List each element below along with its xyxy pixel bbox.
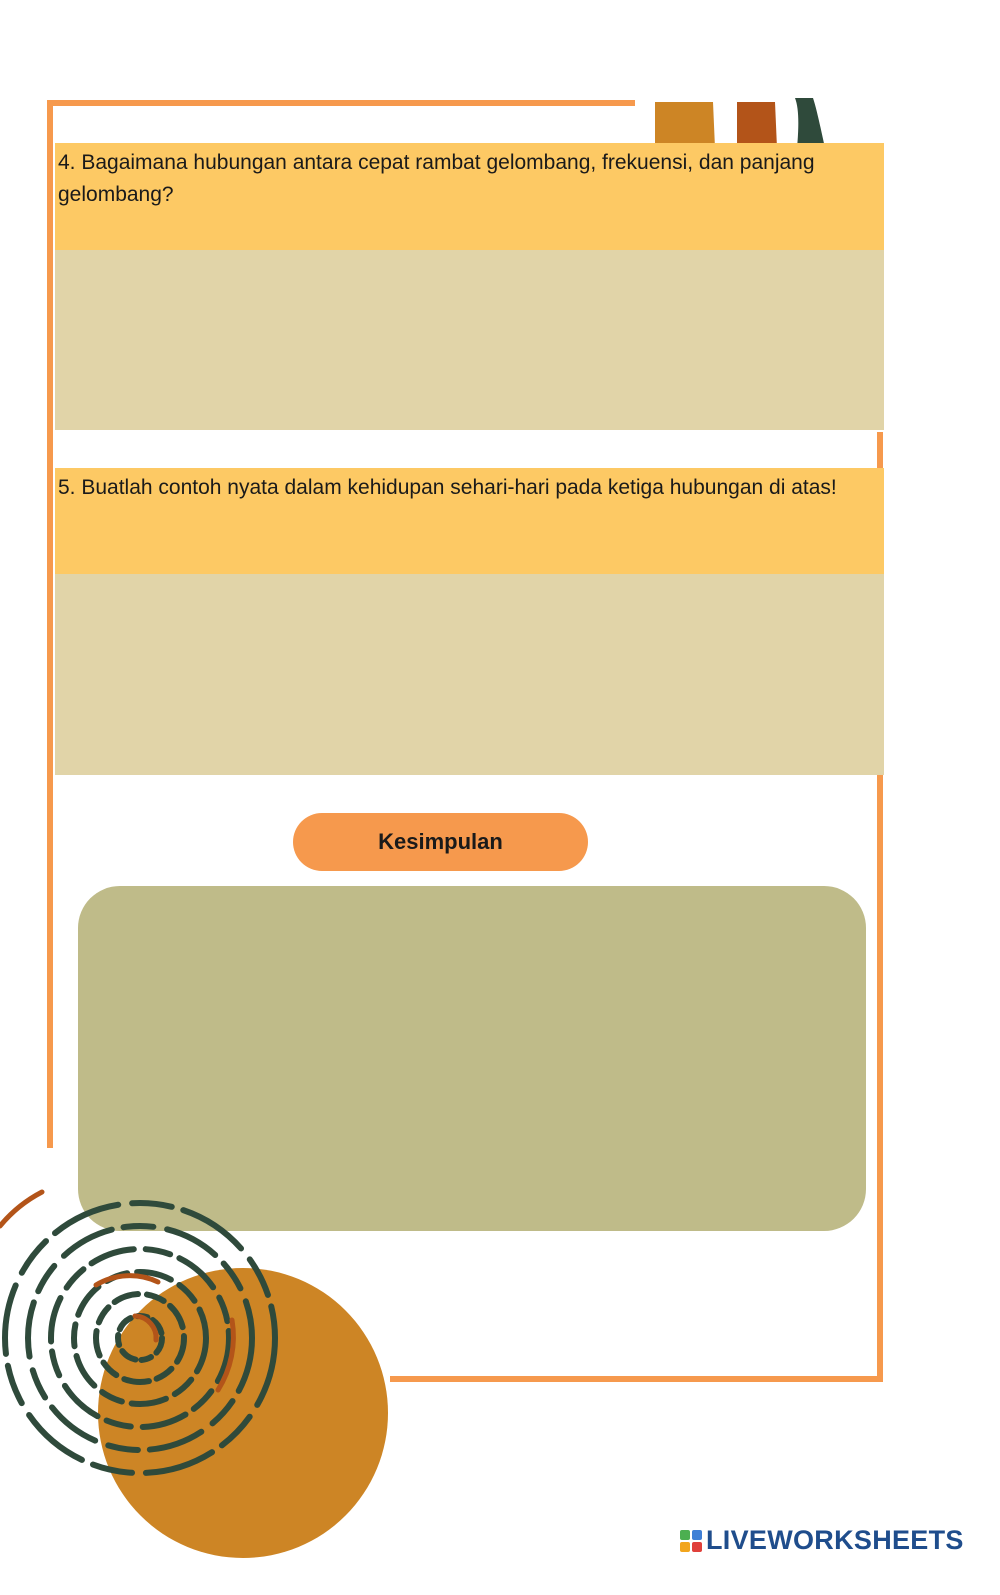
question-5-answer-field[interactable] (55, 574, 884, 775)
decorative-stripes (645, 96, 835, 148)
watermark-text: LIVEWORKSHEETS (706, 1525, 964, 1555)
question-4-answer-field[interactable] (55, 250, 884, 430)
frame-border-top (47, 100, 635, 106)
liveworksheets-logo-icon (680, 1530, 702, 1552)
frame-border-left (47, 100, 53, 1148)
question-5-text: 5. Buatlah contoh nyata dalam kehidupan sehari-hari pada ketiga hubungan di atas! (58, 476, 837, 499)
decorative-circles (0, 1170, 400, 1570)
frame-border-bottom (390, 1376, 883, 1382)
conclusion-heading: Kesimpulan (293, 813, 588, 871)
liveworksheets-watermark (680, 1525, 964, 1556)
question-4-text: 4. Bagaimana hubungan antara cepat rambat gelombang, frekuensi, dan panjang gelombang? (58, 151, 815, 206)
